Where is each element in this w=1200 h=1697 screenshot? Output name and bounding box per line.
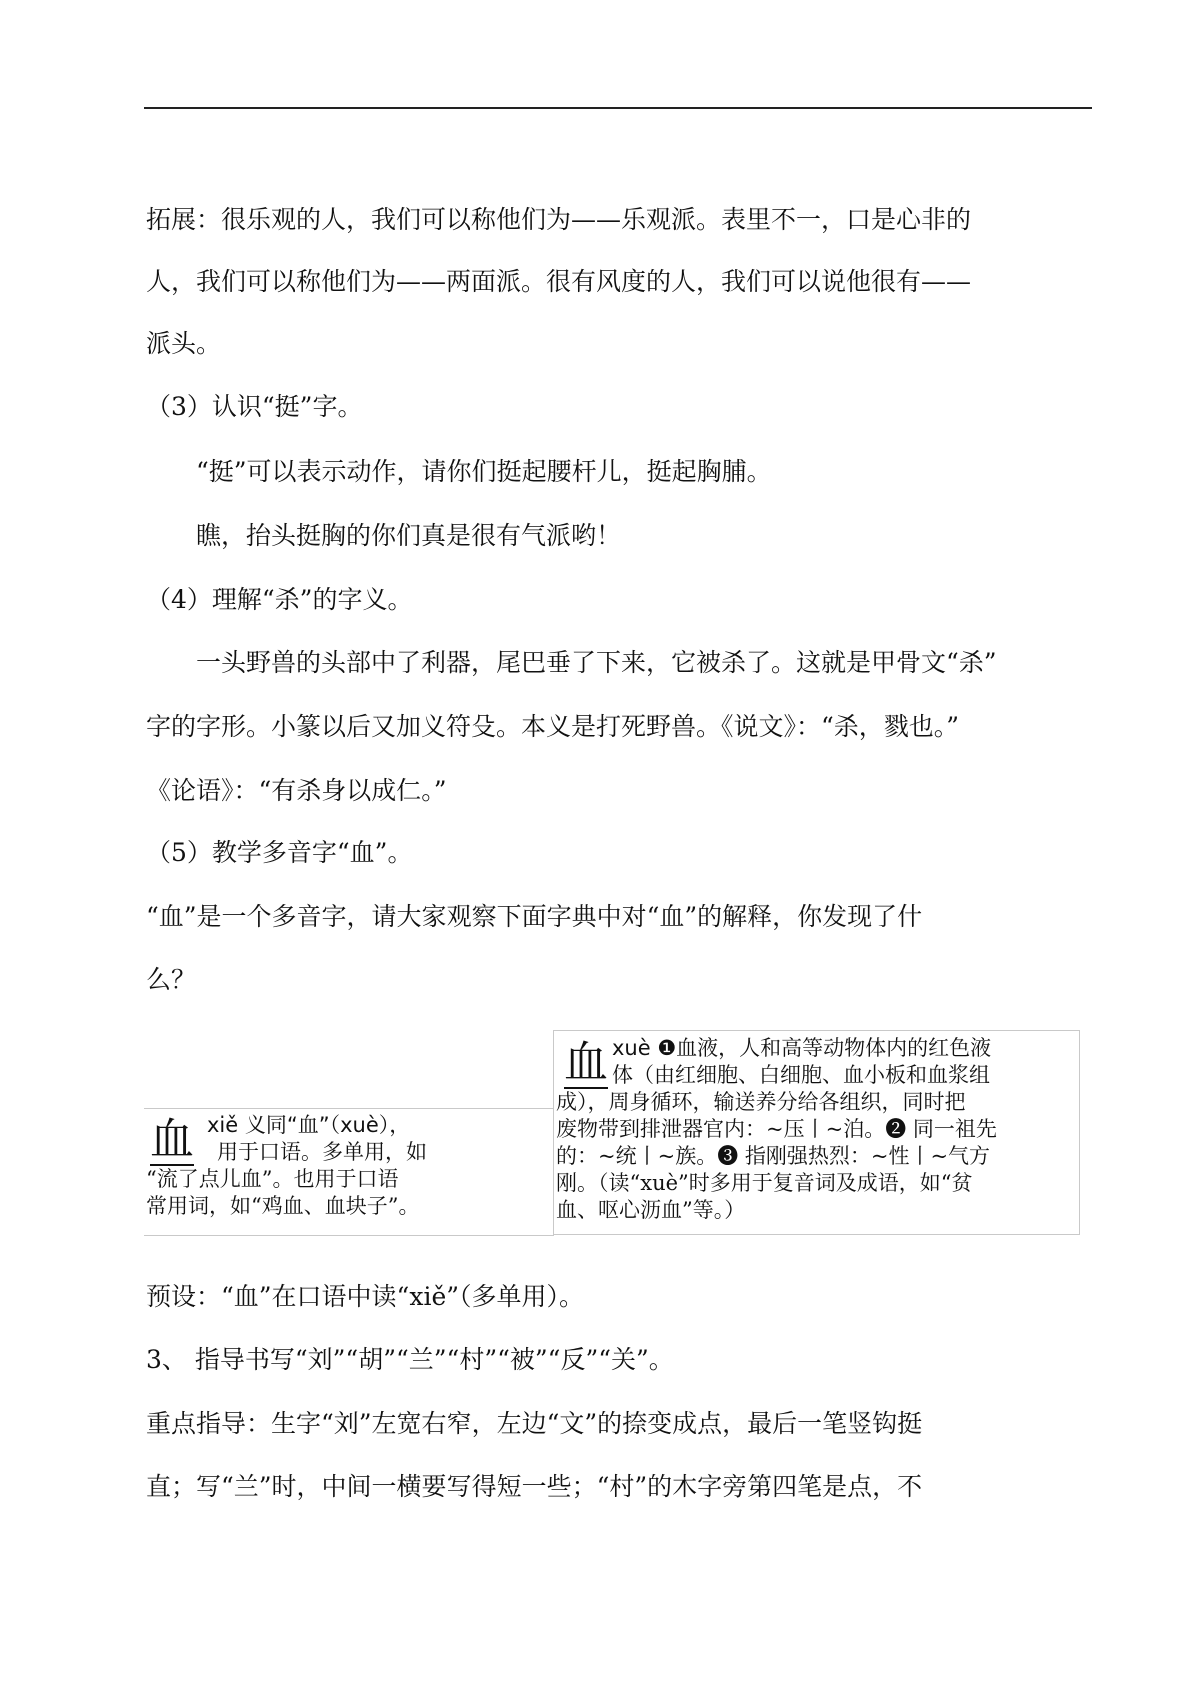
dict-xie-line-2: 用于口语。多单用，如 [217, 1140, 427, 1164]
section-4-heading: （4）理解“杀”的字义。 [146, 585, 413, 614]
step-3-heading: 3、 指导书写“刘”“胡”“兰”“村”“被”“反”“关”。 [146, 1345, 674, 1374]
tuozhan-line-1: 拓展：很乐观的人，我们可以称他们为——乐观派。表里不一，口是心非的 [146, 205, 972, 234]
section-3-heading: （3）认识“挺”字。 [146, 392, 363, 421]
xue-question-line-1: “血”是一个多音字，请大家观察下面字典中对“血”的解释，你发现了什 [146, 902, 923, 931]
zhongdian-line-2: 直；写“兰”时，中间一横要写得短一些；“村”的木字旁第四笔是点，不 [146, 1472, 923, 1501]
dict-xie-line-1: xiě 义同“血”（xuè）， [207, 1113, 411, 1137]
tuozhan-line-2: 人，我们可以称他们为——两面派。很有风度的人，我们可以说他很有—— [146, 267, 972, 296]
dict-xue-line-3: 成），周身循环，输送养分给各组织，同时把 [556, 1090, 966, 1114]
dict-xue-line-6: 刚。（读“xuè”时多用于复音词及成语，如“贫 [556, 1171, 973, 1195]
sha-line-2: 字的字形。小篆以后又加义符殳。本义是打死野兽。《说文》：“杀，戮也。” [146, 712, 960, 741]
dict-xue-line-2: 体（由红细胞、白细胞、血小板和血浆组 [612, 1063, 990, 1087]
dict-xue-line-4: 废物带到排泄器官内：~压丨~泊。❷ 同一祖先 [556, 1117, 997, 1141]
zhongdian-line-1: 重点指导：生字“刘”左宽右窄，左边“文”的捺变成点，最后一笔竖钩挺 [146, 1409, 923, 1438]
tuozhan-line-3: 派头。 [146, 329, 222, 358]
dictionary-glyph-xue: 血 [564, 1037, 608, 1088]
dictionary-entry-xue [553, 1030, 1080, 1235]
sha-line-3: 《论语》：“有杀身以成仁。” [146, 776, 447, 805]
dict-xie-line-4: 常用词，如“鸡血、血块子”。 [146, 1194, 420, 1218]
dictionary-xie-bottom-rule [144, 1235, 554, 1236]
header-rule [144, 107, 1092, 109]
dictionary-glyph-xie: 血 [150, 1114, 194, 1165]
dictionary-xie-top-rule [144, 1108, 554, 1109]
ting-paragraph-2: 瞧，抬头挺胸的你们真是很有气派哟！ [196, 521, 622, 550]
dict-xie-line-3: “流了点儿血”。也用于口语 [146, 1167, 399, 1191]
section-5-heading: （5）教学多音字“血”。 [146, 838, 413, 867]
xue-question-line-2: 么？ [146, 965, 197, 994]
sha-line-1: 一头野兽的头部中了利器，尾巴垂了下来，它被杀了。这就是甲骨文“杀” [196, 648, 997, 677]
yushe-line: 预设：“血”在口语中读“xiě”（多单用）。 [146, 1282, 585, 1311]
dict-xue-line-7: 血、呕心沥血”等。） [556, 1198, 746, 1222]
ting-paragraph-1: “挺”可以表示动作，请你们挺起腰杆儿，挺起胸脯。 [196, 457, 772, 486]
dict-xue-line-1: xuè ❶血液，人和高等动物体内的红色液 [612, 1036, 992, 1060]
dict-xue-line-5: 的：~统丨~族。❸ 指刚强热烈：~性丨~气方 [556, 1144, 991, 1168]
